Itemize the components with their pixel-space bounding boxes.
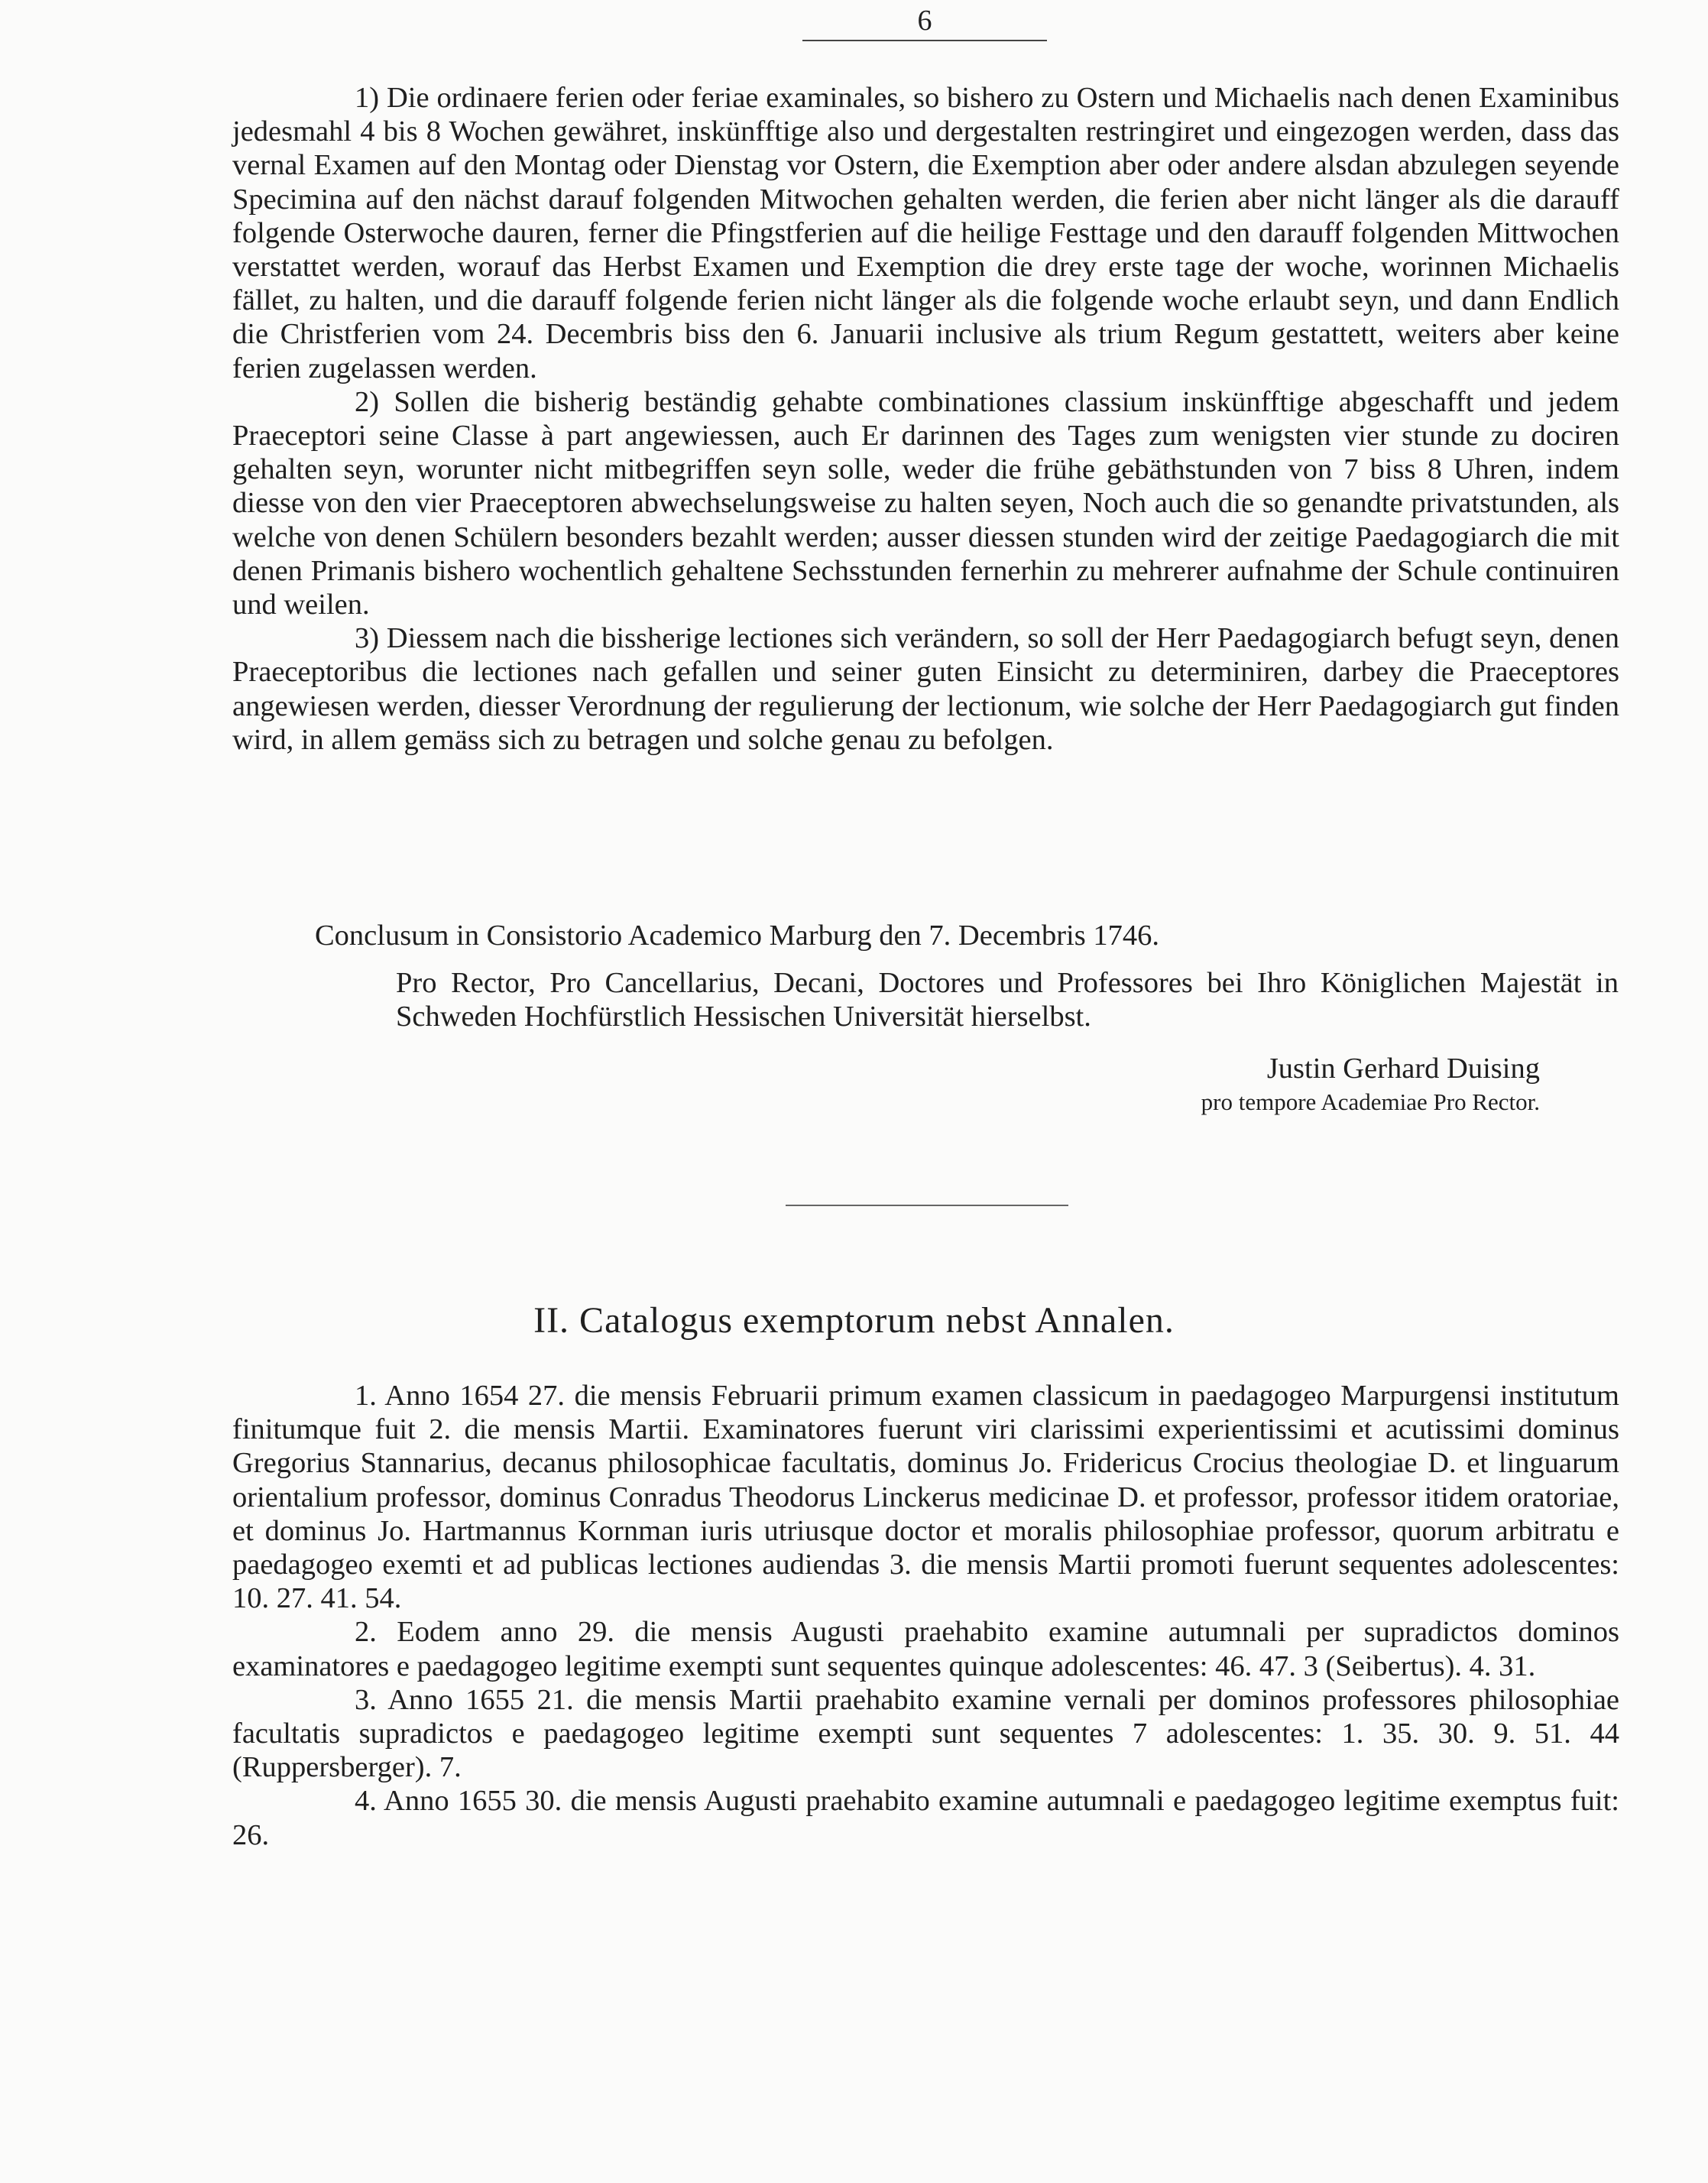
pro-rector-line: Pro Rector, Pro Cancellarius, Decani, Doctores und Professores bei Ihro Königlichen Majestät in Schweden Hochfürstlich Hessischen Universität hierselbst. [396,967,1619,1033]
conclusum-line: Conclusum in Consistorio Academico Marburg den 7. Decembris 1746. [315,920,1159,952]
section-heading: II. Catalogus exemptorum nebst Annalen. [533,1300,1175,1341]
signature-title: pro tempore Academiae Pro Rector. [1201,1088,1540,1115]
section-separator [786,1205,1068,1206]
decree-body [232,81,1619,757]
catalog-entry-1: 1. Anno 1654 27. die mensis Februarii primum examen classicum in paedagogeo Marpurgensi institutum finitumque fuit 2. die mensis Martii. Examinatores fuerunt viri clarissimi experientissimi et acutissimi dominus Gregorius Stannarius, decanus philosophicae facultatis, dominus Jo. Fridericus Crocius theologiae D. et linguarum orientalium professor, dominus Conradus Theodorus Linckerus medicinae D. et professor, professor itidem oratoriae, et dominus Jo. Hartmannus Kornman iuris utriusque doctor et moralis philosophiae professor, quorum arbitratu e paedagogeo exemti et ad publicas lectiones audiendas 3. die mensis Martii promoti fuerunt sequentes adolescentes: 10. 27. 41. 54. [232,1380,1619,1615]
catalog-entry-2: 2. Eodem anno 29. die mensis Augusti praehabito examine autumnali per supradictos dominos examinatores e paedagogeo legitime exempti sunt sequentes quinque adolescentes: 46. 47. 3 (Seibertus). 4. 31. [232,1616,1619,1682]
catalog-entry-3: 3. Anno 1655 21. die mensis Martii praehabito examine vernali per dominos professores philosophiae facultatis supradictos e paedagogeo legitime exempti sunt sequentes 7 adolescentes: 1. 35. 30. 9. 51. 44 (Ruppersberger). 7. [232,1683,1619,1784]
signature-block [1201,1051,1540,1118]
decree-paragraph-2: 2) Sollen die bisherig beständig gehabte combinationes classium inskünfftige abgeschafft und jedem Praeceptori seine Classe à part angewiessen, auch Er darinnen des Tages zum wenigsten vier stunde zu dociren gehalten seyn, worunter nicht mitbegriffen seyn solle, weder die frühe gebäthstunden von 7 biss 8 Uhren, indem diesse von den vier Praeceptoren abwechselungsweise zu halten seyen, Noch auch die so genandte privatstunden, als welche von denen Schülern besonders bezahlt werden; ausser diessen stunden wird der zeitige Paedagogiarch die mit denen Primanis bishero wochentlich gehaltene Sechsstunden fernerhin zu mehrerer aufnahme der Schule continuiren und weilen. [232,385,1619,621]
signature-name: Justin Gerhard Duising [1266,1053,1540,1085]
catalog-entries [232,1379,1619,1852]
decree-paragraph-3: 3) Diessem nach die bissherige lectiones sich verändern, so soll der Herr Paedagogiarch befugt seyn, denen Praeceptoribus die lectiones nach gefallen und seiner guten Einsicht zu determiniren, darbey die Praeceptores angewiesen werden, diesser Verordnung der regulierung der lectionum, wie solche der Herr Paedagogiarch gut finden wird, in allem gemäss sich zu betragen und solche genau zu befolgen. [232,622,1619,756]
decree-paragraph-1: 1) Die ordinaere ferien oder feriae examinales, so bishero zu Ostern und Michaelis nach denen Examinibus jedesmahl 4 bis 8 Wochen gewähret, inskünfftige also und dergestalten restringiret und eingezogen werden, dass das vernal Examen auf den Montag oder Dienstag vor Ostern, die Exemption aber oder andere alsdan abzulegen seyende Specimina auf den nächst darauf folgenden Mitwochen gehalten werden, die ferien aber nicht länger als die darauff folgende Osterwoche dauren, ferner die Pfingstferien auf die heilige Festtage und den darauff folgenden Mittwochen verstattet werden, worauf das Herbst Examen und Exemption die drey erste tage der woche, worinnen Michaelis fället, zu halten, und die darauff folgende ferien nicht länger als die folgende woche erlaubt seyn, und dann Endlich die Christferien vom 24. Decembris biss den 6. Januarii inclusive als trium Regum gestattett, weiters aber keine ferien zugelassen werden. [232,82,1619,384]
header-rule [802,40,1047,41]
page-number: 6 [917,5,932,37]
catalog-entry-4: 4. Anno 1655 30. die mensis Augusti praehabito examine autumnali e paedagogeo legitime exemptus fuit: 26. [232,1785,1619,1851]
page-header [802,3,1047,38]
